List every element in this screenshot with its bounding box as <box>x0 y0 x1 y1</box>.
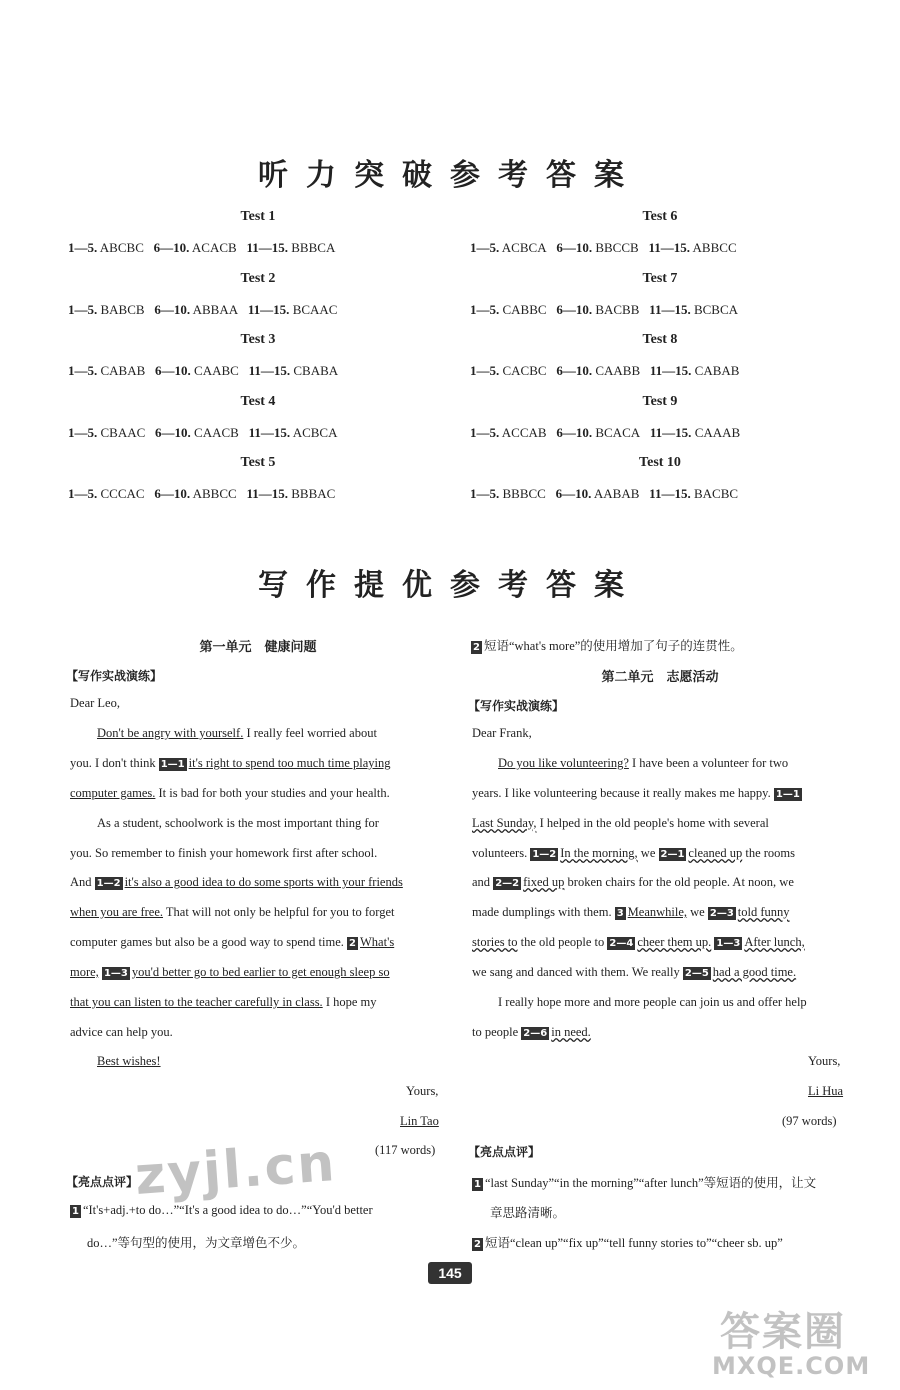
answer-letters: ACBCA <box>501 240 547 255</box>
answer-letters: BCBCA <box>693 301 739 317</box>
answer-letters: ABCBC <box>99 240 144 255</box>
marker-tag: 2—1 <box>660 849 685 860</box>
test-heading: Test 10 <box>639 455 681 470</box>
answer-line <box>68 240 335 256</box>
answer-range: 1—5. <box>68 363 98 378</box>
unit1-review-2: 2 短语“what's more”的使用增加了句子的连贯性。 <box>473 639 743 653</box>
unit1-line: you. So remember to finish your homework first after school. <box>70 846 378 860</box>
answer-range: 6—10. <box>155 424 191 440</box>
answer-range: 1—5. <box>470 424 500 440</box>
answer-letters: ACBCA <box>292 424 338 440</box>
marker-tag: 2—3 <box>709 908 734 919</box>
unit2-greeting: Dear Frank, <box>472 726 532 740</box>
answer-line <box>470 425 740 441</box>
watermark-logo: zyjl.cn <box>133 1133 339 1207</box>
answer-letters: ABBCC <box>192 486 237 501</box>
unit1-closing: Best wishes! <box>97 1054 161 1068</box>
watermark-logo: MXQE.COM <box>712 1352 871 1380</box>
watermark-logo: 答案圈 <box>720 1309 846 1355</box>
unit2-review-2: 2 短语“clean up”“fix up”“tell funny stories to”“cheer sb. up” <box>474 1236 783 1250</box>
marker-tag: 1—2 <box>532 849 557 860</box>
unit2-word-count: (97 words) <box>782 1114 837 1128</box>
listening-title: 听力突破参考答案 <box>258 158 642 193</box>
unit2-line: stories to the old people to 2—4 cheer them up. 1—3 After lunch, <box>472 935 805 949</box>
answer-letters: ABBCC <box>692 240 737 255</box>
answer-letters: CAABB <box>595 363 641 378</box>
answer-letters: BABCB <box>100 301 145 317</box>
marker-tag: 1—3 <box>103 968 128 979</box>
answer-letters: ACCAB <box>501 424 547 440</box>
unit1-signature: Lin Tao <box>400 1114 439 1128</box>
answer-letters: CABAB <box>694 363 740 378</box>
answer-range: 11—15. <box>649 301 691 317</box>
answer-range: 11—15. <box>649 363 692 378</box>
marker-tag: 1—2 <box>96 878 121 889</box>
answer-range: 6—10. <box>155 363 191 378</box>
unit1-line: when you are free. That will not only be helpful for you to forget <box>70 905 395 919</box>
unit1-line: that you can listen to the teacher carefully in class. I hope my <box>70 995 377 1009</box>
unit1-line: And 1—2 it's also a good idea to do some sports with your friends <box>70 875 403 889</box>
marker-tag: 1 <box>474 1179 481 1190</box>
unit1-line: computer games. It is bad for both your studies and your health. <box>70 786 390 800</box>
unit2-line: I really hope more and more people can join us and offer help <box>498 995 807 1009</box>
marker-tag: 3 <box>616 908 624 919</box>
answer-letters: CACBC <box>502 363 547 378</box>
answer-line <box>68 425 337 441</box>
answer-range: 11—15. <box>648 240 690 255</box>
test-heading: Test 9 <box>642 393 678 409</box>
marker-tag: 1—3 <box>716 938 741 949</box>
unit2-line: Last Sunday, I helped in the old people's home with several <box>472 816 769 830</box>
answer-line <box>470 240 737 256</box>
marker-tag: 2 <box>349 938 356 949</box>
marker-tag: 2—5 <box>684 968 709 979</box>
answer-letters: CAAAB <box>694 424 741 440</box>
answer-line <box>68 486 335 502</box>
answer-range: 1—5. <box>470 363 500 378</box>
test-heading: Test 4 <box>240 393 276 409</box>
answer-letters: CABBC <box>502 301 547 317</box>
unit2-yours: Yours, <box>808 1054 841 1068</box>
unit1-line: advice can help you. <box>70 1025 173 1039</box>
answer-letters: BBCCB <box>595 240 639 255</box>
answer-range: 6—10. <box>556 363 593 378</box>
answer-letters: ACACB <box>191 240 237 255</box>
marker-tag: 2—4 <box>609 938 634 949</box>
marker-tag: 2—2 <box>495 878 520 889</box>
answer-line <box>470 486 738 502</box>
answer-range: 11—15. <box>248 424 291 440</box>
test-heading: Test 2 <box>240 270 276 286</box>
answer-letters: CAACB <box>194 424 239 440</box>
marker-tag: 1 <box>72 1206 79 1217</box>
unit2-line: made dumplings with them. 3 Meanwhile, we 2—3 told funny <box>472 905 790 919</box>
unit2-line: and 2—2 fixed up broken chairs for the old people. At noon, we <box>472 875 794 889</box>
answer-range: 1—5. <box>68 240 98 255</box>
unit1-line: you. I don't think 1—1 it's right to spend too much time playing <box>70 756 391 770</box>
unit2-line: years. I like volunteering because it really makes me happy. 1—1 <box>472 786 800 800</box>
unit1-review-1b: do…”等句型的使用，为文章增色不少。 <box>87 1236 306 1250</box>
unit1-word-count: (117 words) <box>375 1143 436 1157</box>
answer-letters: ABBAA <box>192 301 239 317</box>
unit1-line: computer games but also be a good way to spend time. 2 What's <box>70 935 395 949</box>
answer-letters: CBABA <box>293 363 339 378</box>
marker-tag: 1—1 <box>160 759 185 770</box>
unit2-line: Do you like volunteering? I have been a volunteer for two <box>498 756 789 770</box>
answer-range: 6—10. <box>556 301 593 317</box>
unit1-line: Don't be angry with yourself. I really feel worried about <box>97 726 377 740</box>
unit1-review-label: 【亮点点评】 <box>66 1175 139 1189</box>
answer-letters: CAABC <box>194 363 239 378</box>
test-heading: Test 1 <box>240 209 276 224</box>
answer-range: 1—5. <box>68 424 98 440</box>
answer-letters: BACBB <box>595 301 640 317</box>
unit2-heading: 第二单元 志愿活动 <box>601 670 719 685</box>
answer-range: 6—10. <box>154 486 191 501</box>
unit2-signature: Li Hua <box>808 1084 844 1098</box>
marker-tag: 2 <box>474 1239 481 1250</box>
writing-title: 写作提优参考答案 <box>258 568 642 603</box>
page-number: 145 <box>428 1262 472 1284</box>
answer-range: 6—10. <box>556 240 593 255</box>
unit2-line: to people 2—6 in need. <box>472 1025 591 1039</box>
answer-letters: BBBCA <box>291 240 336 255</box>
answer-range: 6—10. <box>154 301 191 317</box>
marker-tag: 1—1 <box>775 789 800 800</box>
answer-letters: AABAB <box>593 486 640 501</box>
unit1-line: more, 1—3 you'd better go to bed earlier to get enough sleep so <box>70 965 390 979</box>
answer-letters: BBBAC <box>291 486 336 501</box>
unit2-line: we sang and danced with them. We really 2—5 had a good time. <box>472 965 797 979</box>
test-heading: Test 7 <box>642 270 678 286</box>
answer-range: 6—10. <box>555 486 592 501</box>
unit1-yours: Yours, <box>406 1084 439 1098</box>
answer-range: 11—15. <box>247 301 290 317</box>
answer-line <box>470 302 738 318</box>
answer-letters: BCAAC <box>292 301 338 317</box>
answer-line <box>68 302 337 318</box>
answer-range: 11—15. <box>649 424 692 440</box>
test-heading: Test 6 <box>642 209 678 224</box>
unit2-review-1: 1 “last Sunday”“in the morning”“after lunch”等短语的使用，让文 <box>474 1176 817 1190</box>
answer-range: 11—15. <box>246 240 289 255</box>
answer-letters: BBBCC <box>502 486 546 501</box>
unit1-practice-label: 【写作实战演练】 <box>66 669 163 683</box>
unit2-review-label: 【亮点点评】 <box>468 1145 541 1159</box>
answer-letters: CBAAC <box>100 424 146 440</box>
answer-letters: CABAB <box>100 363 146 378</box>
answer-range: 1—5. <box>470 301 500 317</box>
unit1-heading: 第一单元 健康问题 <box>199 640 317 655</box>
answer-range: 1—5. <box>68 486 98 501</box>
answer-range: 1—5. <box>470 240 500 255</box>
unit1-greeting: Dear Leo, <box>70 696 120 710</box>
unit2-review-1b: 章思路清晰。 <box>490 1206 566 1220</box>
answer-line <box>68 363 338 379</box>
test-heading: Test 5 <box>240 455 276 470</box>
unit1-review-1: 1 “It's+adj.+to do…”“It's a good idea to do…”“You'd better <box>72 1203 373 1217</box>
marker-tag: 2 <box>473 642 480 653</box>
unit1-line: As a student, schoolwork is the most important thing for <box>97 816 379 830</box>
answer-range: 11—15. <box>248 363 291 378</box>
answer-range: 6—10. <box>556 424 593 440</box>
answer-range: 1—5. <box>68 301 98 317</box>
answer-line <box>470 363 739 379</box>
answer-letters: BCACA <box>595 424 641 440</box>
answer-range: 11—15. <box>246 486 288 501</box>
unit2-practice-label: 【写作实战演练】 <box>468 699 565 713</box>
answer-range: 11—15. <box>649 486 691 501</box>
answer-letters: BACBC <box>693 486 739 501</box>
answer-letters: CCCAC <box>100 486 145 501</box>
test-heading: Test 3 <box>240 332 276 347</box>
test-heading: Test 8 <box>642 332 678 347</box>
answer-range: 6—10. <box>153 240 190 255</box>
marker-tag: 2—6 <box>523 1028 548 1039</box>
unit2-line: volunteers. 1—2 In the morning, we 2—1 cleaned up the rooms <box>472 846 795 860</box>
answer-range: 1—5. <box>470 486 500 501</box>
